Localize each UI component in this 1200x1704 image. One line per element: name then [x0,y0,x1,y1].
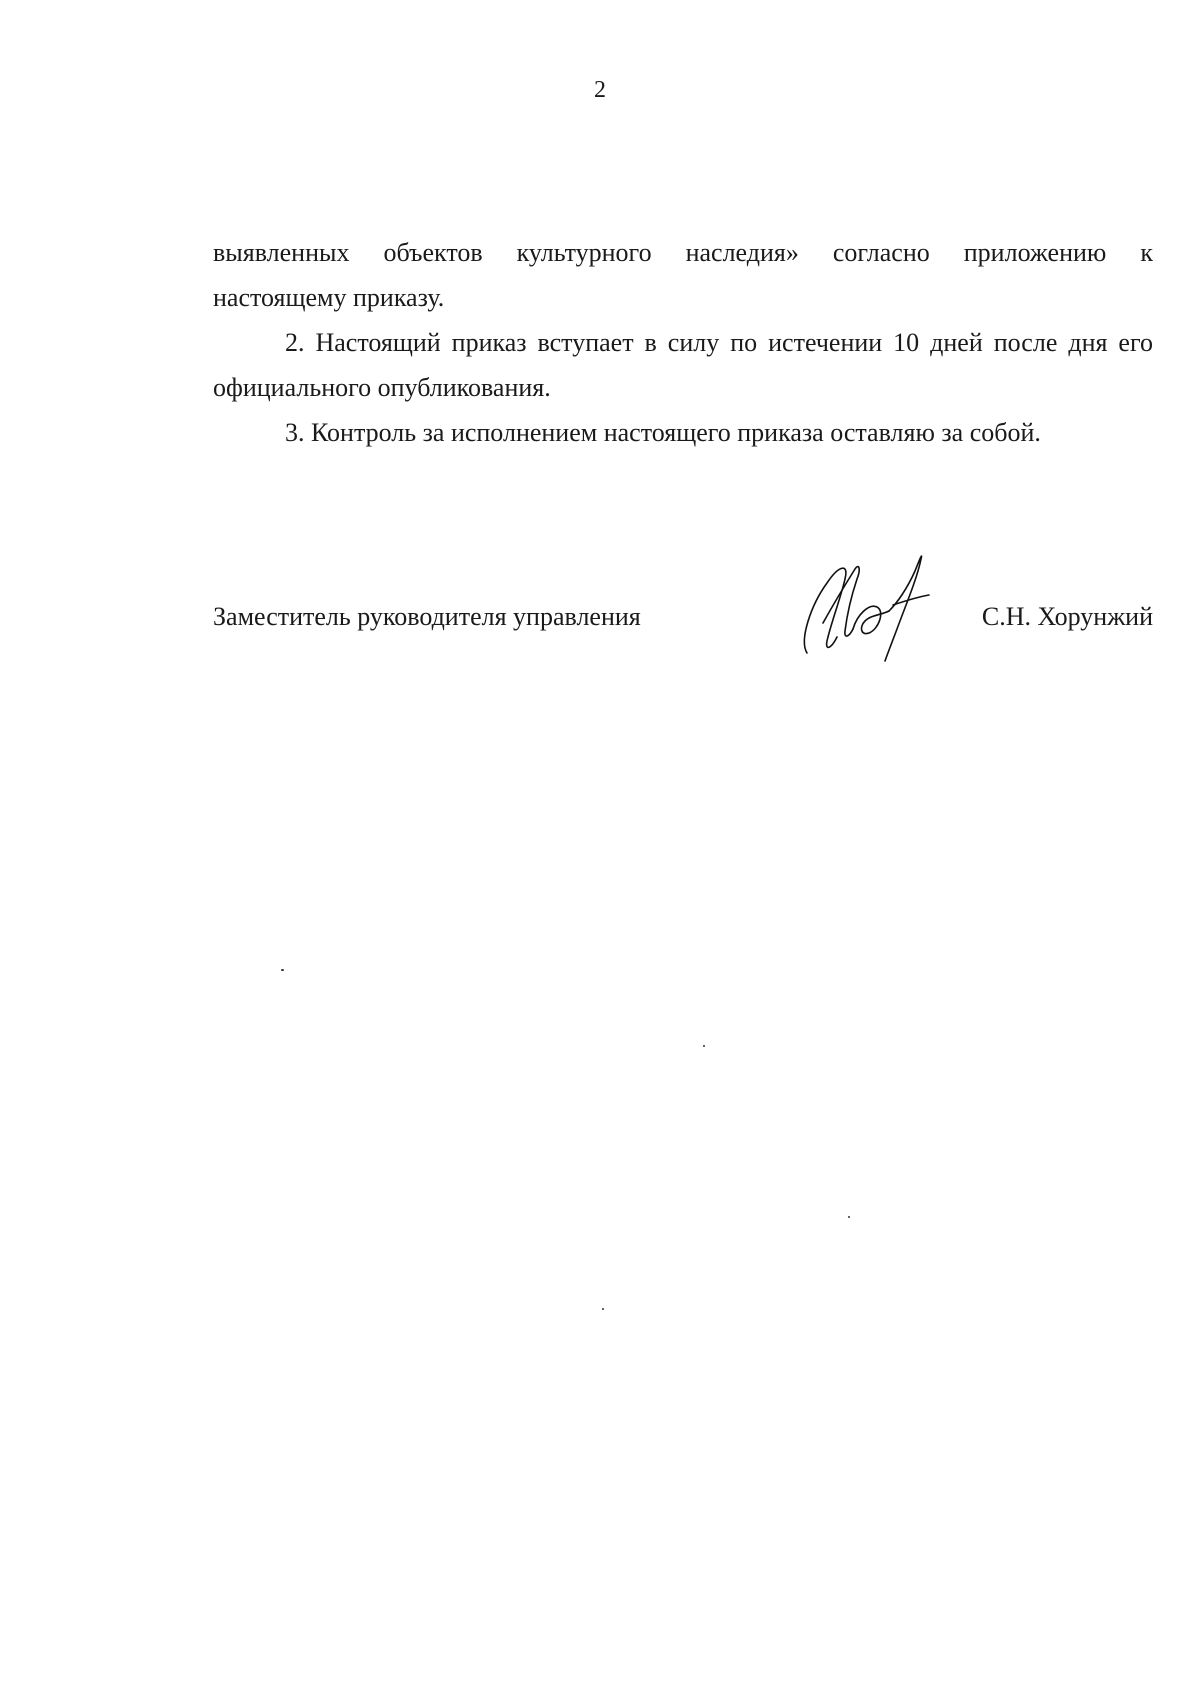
paragraph-1-line-2: настоящему приказу. [213,283,445,312]
page-number: 2 [594,77,606,103]
signatory-name: С.Н. Хорунжий [981,602,1153,631]
paragraph-1 [213,230,1153,320]
scan-speck [703,1045,705,1047]
scan-speck [848,1216,850,1218]
paragraph-3: 3. Контроль за исполнением настоящего приказа оставляю за собой. [285,418,1041,447]
document-body [213,230,1153,455]
paragraph-2: 2. Настоящий приказ вступает в силу по истечении 10 дней после дня его официального опубликования. [213,328,1153,402]
scan-speck [602,1308,604,1310]
paragraph-1-line-1: выявленных объектов культурного наследия» согласно приложению к [213,238,1153,267]
signature-block [213,545,1153,665]
signatory-position: Заместитель руководителя управления [213,602,641,631]
scan-speck [281,969,284,971]
handwritten-signature [797,545,947,665]
